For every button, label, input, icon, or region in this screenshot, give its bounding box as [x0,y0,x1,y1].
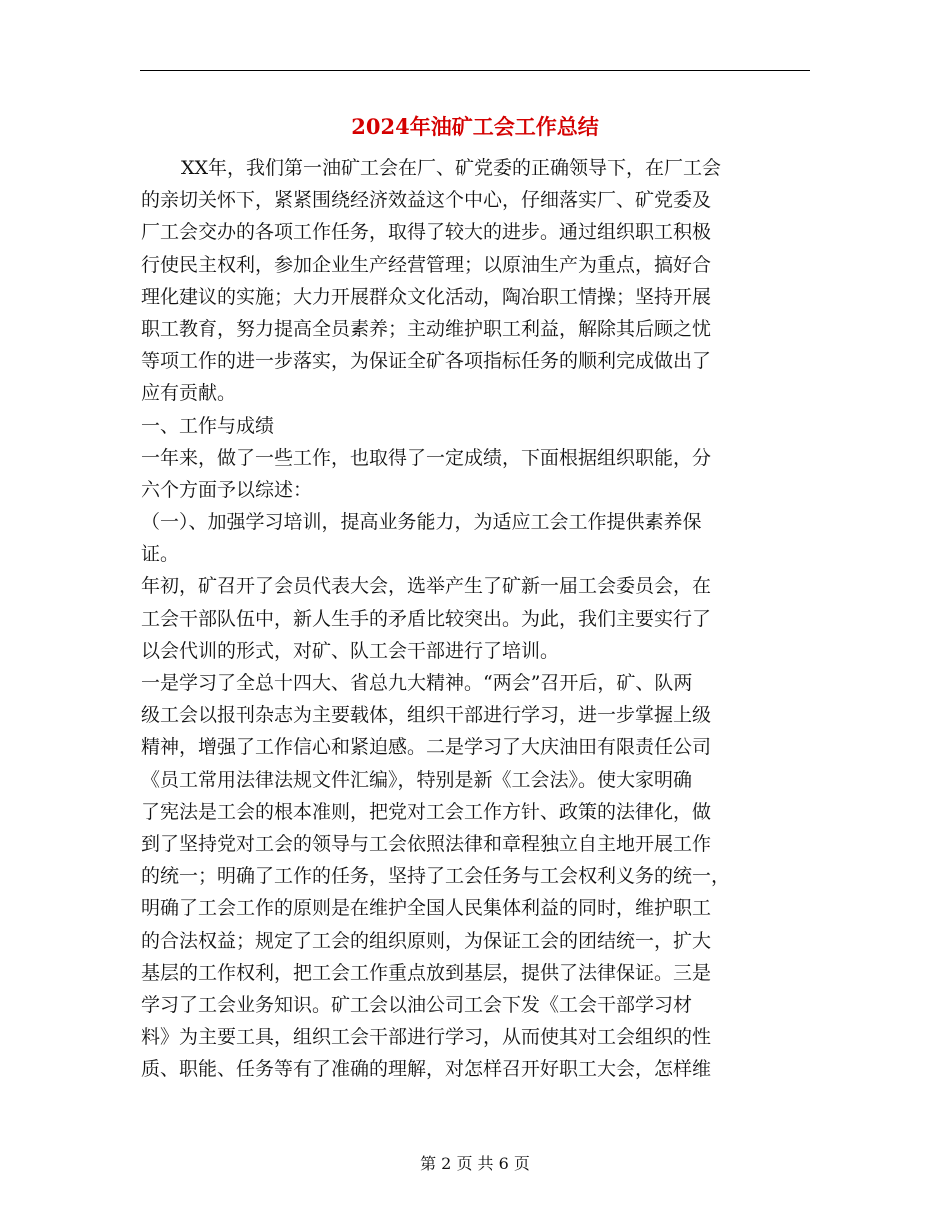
text-line: 明确了工会工作的原则是在维护全国人民集体利益的同时，维护职工 [141,897,712,920]
text-line: 的合法权益；规定了工会的组织原则，为保证工会的团结统一，扩大 [141,929,712,952]
text-line: 学习了工会业务知识。矿工会以油公司工会下发《工会干部学习材 [141,993,693,1016]
text-line: 应有贡献。 [141,382,237,405]
text-line: 年初，矿召开了会员代表大会，选举产生了矿新一届工会委员会，在 [141,575,712,598]
text-line: 到了坚持党对工会的领导与工会依照法律和章程独立自主地开展工作 [141,832,712,855]
document-title: 2024年油矿工会工作总结 [351,114,599,139]
text-line: 以会代训的形式，对矿、队工会干部进行了培训。 [141,639,560,662]
text-line: 行使民主权利，参加企业生产经营管理；以原油生产为重点，搞好合 [141,253,712,276]
text-line: 《员工常用法律法规文件汇编》，特别是新《工会法》。使大家明确 [141,768,693,791]
text-line: 基层的工作权利，把工会工作重点放到基层，提供了法律保证。三是 [141,961,712,984]
text-line: 料》为主要工具，组织工会干部进行学习，从而使其对工会组织的性 [141,1026,712,1049]
text-line: 的统一；明确了工作的任务，坚持了工会任务与工会权利义务的统一， [141,865,731,888]
text-line: 一年来，做了一些工作，也取得了一定成绩，下面根据组织职能，分 [141,446,712,469]
page-number: 第 2 页 共 6 页 [420,1154,530,1173]
text-line: 理化建议的实施；大力开展群众文化活动，陶冶职工情操；坚持开展 [141,285,712,308]
text-line: 精神，增强了工作信心和紧迫感。二是学习了大庆油田有限责任公司 [141,736,712,759]
paragraph-first-line: XX年，我们第一油矿工会在厂、矿党委的正确领导下，在厂工会 [181,157,722,179]
document-body [141,152,811,1085]
text-line: 质、职能、任务等有了准确的理解，对怎样召开好职工大会，怎样维 [141,1058,712,1081]
text-line: 等项工作的进一步落实，为保证全矿各项指标任务的顺利完成做出了 [141,350,712,373]
header-rule [140,70,810,71]
text-line: 一、工作与成绩 [141,414,275,437]
text-line: 了宪法是工会的根本准则，把党对工会工作方针、政策的法律化，做 [141,800,712,823]
text-line: 级工会以报刊杂志为主要载体，组织干部进行学习，进一步掌握上级 [141,704,712,727]
text-line: 厂工会交办的各项工作任务，取得了较大的进步。通过组织职工积极 [141,221,712,244]
text-line: 工会干部队伍中，新人生手的矛盾比较突出。为此，我们主要实行了 [141,607,712,630]
text-line: （一）、加强学习培训，提高业务能力，为适应工会工作提供素养保 [141,511,702,534]
text-line: 一是学习了全总十四大、省总九大精神。“两会”召开后，矿、队两 [141,672,693,694]
text-line: 证。 [141,543,180,566]
text-line: 六个方面予以综述： [141,478,313,501]
text-line: 职工教育，努力提高全员素养；主动维护职工利益，解除其后顾之忧 [141,317,712,340]
text-line: 的亲切关怀下，紧紧围绕经济效益这个中心，仔细落实厂、矿党委及 [141,189,712,212]
